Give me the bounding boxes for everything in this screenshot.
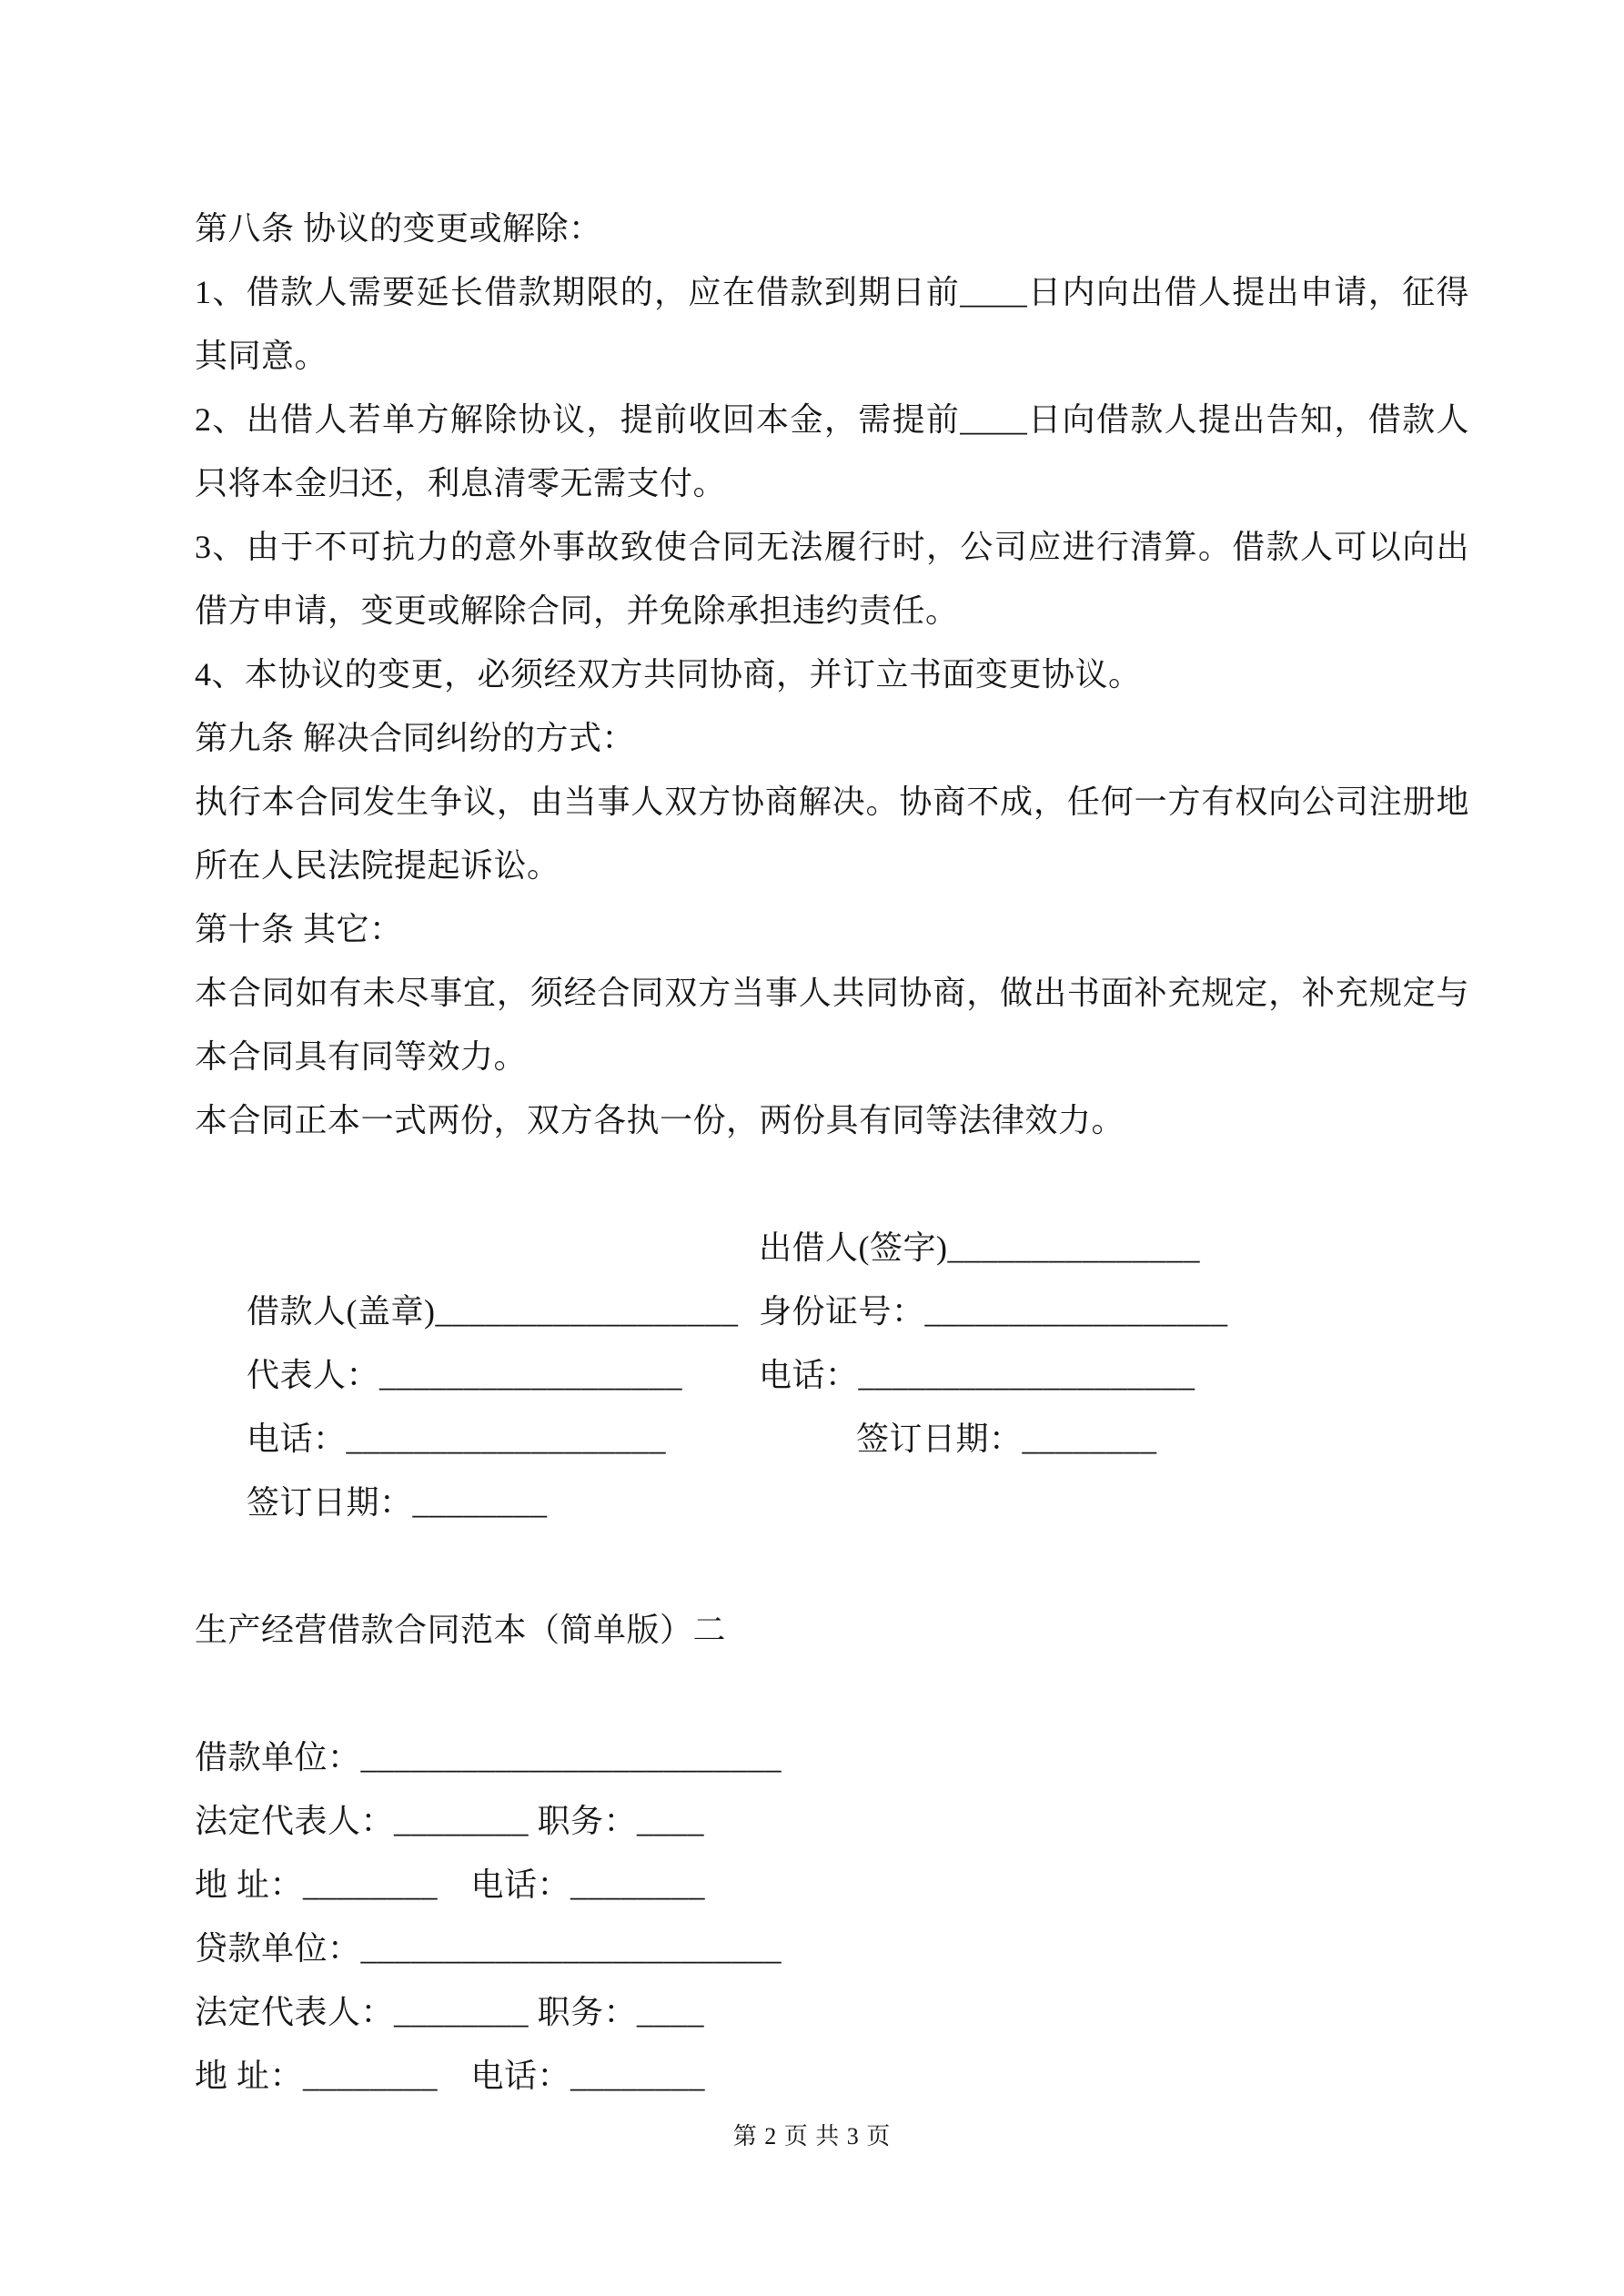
- lender-unit-line: 贷款单位：_________________________: [195, 1930, 782, 1967]
- page-number-footer: 第 2 页 共 3 页: [732, 2123, 892, 2149]
- representative-blank: 代表人：__________________: [247, 1357, 683, 1393]
- lender-legal-rep-line: 法定代表人：________ 职务：____: [195, 1994, 705, 2030]
- blank-line: [195, 1662, 1469, 1725]
- id-number-blank: 身份证号：__________________: [759, 1293, 1228, 1330]
- lender-signature-blank: 出借人(签字)_______________: [759, 1229, 1200, 1266]
- borrower-unit-line: 借款单位：_________________________: [195, 1739, 782, 1775]
- clause-8-3-line-2: 借方申请，变更或解除合同，并免除承担违约责任。: [195, 592, 959, 629]
- lender-phone-blank: 电话：____________________: [759, 1357, 1195, 1393]
- borrower-legal-rep-line: 法定代表人：________ 职务：____: [195, 1803, 705, 1839]
- clause-10-line-3: 本合同正本一式两份，双方各执一份，两份具有同等法律效力。: [195, 1102, 1125, 1138]
- clause-8-1-line-2: 其同意。: [195, 338, 328, 374]
- contract-2-title: 生产经营借款合同范本（简单版）二: [195, 1612, 727, 1648]
- clause-8-2-line-2: 只将本金归还，利息清零无需支付。: [195, 465, 727, 501]
- borrower-sign-date-blank: 签订日期：________: [247, 1484, 548, 1521]
- blank-line: [195, 1152, 1469, 1216]
- clause-8-4-line: 4、本协议的变更，必须经双方共同协商，并订立书面变更协议。: [195, 656, 1142, 693]
- clause-8-3-line-1: 3、由于不可抗力的意外事故致使合同无法履行时，公司应进行清算。借款人可以向出: [195, 529, 1469, 565]
- lender-address-line: 地 址：________ 电话：________: [195, 2058, 706, 2094]
- clause-10-line-2: 本合同具有同等效力。: [195, 1038, 528, 1075]
- borrower-phone-blank: 电话：___________________: [247, 1421, 667, 1457]
- blank-line: [195, 1534, 1469, 1598]
- article-8-heading: 第八条 协议的变更或解除：: [195, 210, 602, 247]
- clause-8-1-line-1: 1、借款人需要延长借款期限的，应在借款到期日前____日内向出借人提出申请，征得: [195, 274, 1469, 310]
- lender-sign-date-blank: 签订日期：________: [856, 1421, 1157, 1457]
- borrower-address-line: 地 址：________ 电话：________: [195, 1866, 706, 1903]
- clause-9-line-1: 执行本合同发生争议，由当事人双方协商解决。协商不成，任何一方有权向公司注册地: [195, 784, 1469, 820]
- contract-body: [195, 197, 1469, 2108]
- article-9-heading: 第九条 解决合同纠纷的方式：: [195, 720, 636, 756]
- clause-8-2-line-1: 2、出借人若单方解除协议，提前收回本金，需提前____日向借款人提出告知，借款人: [195, 401, 1469, 438]
- article-10-heading: 第十条 其它：: [195, 911, 403, 947]
- clause-10-line-1: 本合同如有未尽事宜，须经合同双方当事人共同协商，做出书面补充规定，补充规定与: [195, 975, 1469, 1011]
- signature-row-date: [195, 1407, 1469, 1521]
- clause-9-line-2: 所在人民法院提起诉讼。: [195, 847, 560, 884]
- borrower-seal-blank: 借款人(盖章)__________________: [247, 1293, 739, 1330]
